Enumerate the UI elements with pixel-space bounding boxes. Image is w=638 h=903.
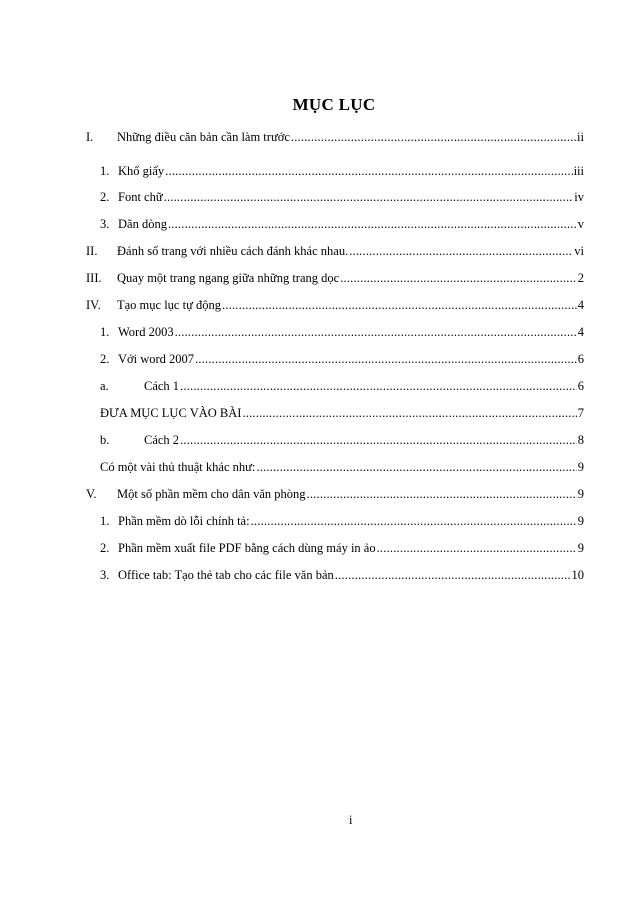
toc-entry-label: Quay một trang ngang giữa những trang dọc xyxy=(117,271,340,285)
toc-entry-subsection-5-1[interactable] xyxy=(100,512,584,530)
toc-entry-page: 7 xyxy=(577,406,584,420)
toc-entry-number: I. xyxy=(86,130,94,144)
dot-leader xyxy=(180,377,577,395)
dot-leader xyxy=(222,296,577,314)
toc-entry-page: 10 xyxy=(571,568,584,582)
toc-entry-page: 6 xyxy=(577,352,584,366)
toc-entry-page: 2 xyxy=(577,271,584,285)
toc-entry-subsection-5-2[interactable] xyxy=(100,539,584,557)
toc-entry-label: Phần mềm dò lỗi chính tả: xyxy=(118,514,250,528)
dot-leader xyxy=(335,566,571,584)
toc-entry-label: Đánh số trang với nhiều cách đánh khác nhau. xyxy=(117,244,349,258)
toc-entry-page: ii xyxy=(577,130,584,144)
toc-entry-insert-toc[interactable] xyxy=(100,404,584,422)
toc-entry-number: IV. xyxy=(86,298,101,312)
toc-entry-page: 4 xyxy=(577,298,584,312)
dot-leader xyxy=(165,162,572,180)
toc-title: MỤC LỤC xyxy=(292,95,376,114)
toc-entry-label: Dãn dòng xyxy=(118,217,167,231)
toc-entry-label: Office tab: Tạo thẻ tab cho các file văn bản xyxy=(118,568,334,582)
toc-entry-number: V. xyxy=(86,487,97,501)
dot-leader xyxy=(256,458,576,476)
toc-entry-subsection-1-2[interactable] xyxy=(100,188,584,206)
dot-leader xyxy=(164,188,574,206)
toc-entry-number: 2. xyxy=(100,352,110,366)
dot-leader xyxy=(175,323,577,341)
toc-entry-subsection-1-3[interactable] xyxy=(100,215,584,233)
toc-entry-section-1[interactable] xyxy=(86,128,584,146)
dot-leader xyxy=(168,215,577,233)
toc-entry-subsection-4-2[interactable] xyxy=(100,350,584,368)
dot-leader xyxy=(195,350,577,368)
toc-entry-other-tips[interactable] xyxy=(100,458,584,476)
toc-entry-number: 1. xyxy=(100,325,110,339)
toc-entry-subsection-4-2-b[interactable] xyxy=(100,431,584,449)
toc-entry-label: Với word 2007 xyxy=(118,352,195,366)
dot-leader xyxy=(349,242,573,260)
toc-entry-page: 9 xyxy=(577,514,584,528)
toc-entry-page: vi xyxy=(574,244,584,258)
toc-entry-page: 4 xyxy=(577,325,584,339)
dot-leader xyxy=(251,512,577,530)
toc-entry-label: Cách 1 xyxy=(144,379,180,393)
toc-entry-number: 2. xyxy=(100,541,110,555)
toc-entry-section-5[interactable] xyxy=(86,485,584,503)
toc-entry-subsection-4-2-a[interactable] xyxy=(100,377,584,395)
toc-entry-page: 6 xyxy=(577,379,584,393)
toc-entry-label: ĐƯA MỤC LỤC VÀO BÀI xyxy=(100,406,242,420)
toc-entry-section-4[interactable] xyxy=(86,296,584,314)
toc-entry-subsection-4-1[interactable] xyxy=(100,323,584,341)
page-number-footer: i xyxy=(349,813,353,827)
toc-entry-label: Có một vài thủ thuật khác như: xyxy=(100,460,256,474)
dot-leader xyxy=(180,431,577,449)
toc-entry-number: 3. xyxy=(100,568,110,582)
toc-entry-page: iv xyxy=(574,190,584,204)
toc-entry-label: Word 2003 xyxy=(118,325,174,339)
toc-entry-number: 1. xyxy=(100,514,110,528)
toc-entry-subsection-1-1[interactable] xyxy=(100,162,584,180)
toc-entry-page: 9 xyxy=(577,460,584,474)
toc-entry-page: v xyxy=(577,217,584,231)
toc-entry-label: Khổ giấy xyxy=(118,164,165,178)
dot-leader xyxy=(242,404,576,422)
toc-entry-page: 8 xyxy=(577,433,584,447)
toc-entry-number: b. xyxy=(100,433,110,447)
toc-entry-page: 9 xyxy=(577,541,584,555)
toc-entry-number: 1. xyxy=(100,164,110,178)
toc-entry-number: a. xyxy=(100,379,109,393)
toc-entry-subsection-5-3[interactable] xyxy=(100,566,584,584)
toc-entry-number: 3. xyxy=(100,217,110,231)
dot-leader xyxy=(307,485,577,503)
toc-entry-section-2[interactable] xyxy=(86,242,584,260)
toc-entry-label: Font chữ xyxy=(118,190,163,204)
dot-leader xyxy=(340,269,577,287)
toc-entry-label: Tạo mục lục tự động xyxy=(117,298,221,312)
toc-entry-section-3[interactable] xyxy=(86,269,584,287)
toc-entry-label: Cách 2 xyxy=(144,433,180,447)
dot-leader xyxy=(291,128,576,146)
toc-entry-number: II. xyxy=(86,244,98,258)
toc-entry-page: 9 xyxy=(577,487,584,501)
toc-entry-number: III. xyxy=(86,271,102,285)
dot-leader xyxy=(377,539,577,557)
toc-entry-label: Những điều căn bản cần làm trước xyxy=(117,130,290,144)
toc-entry-page: iii xyxy=(573,164,584,178)
toc-entry-number: 2. xyxy=(100,190,110,204)
toc-entry-label: Phần mềm xuất file PDF bằng cách dùng máy in ảo xyxy=(118,541,376,555)
toc-entry-label: Một số phần mềm cho dân văn phòng xyxy=(117,487,306,501)
